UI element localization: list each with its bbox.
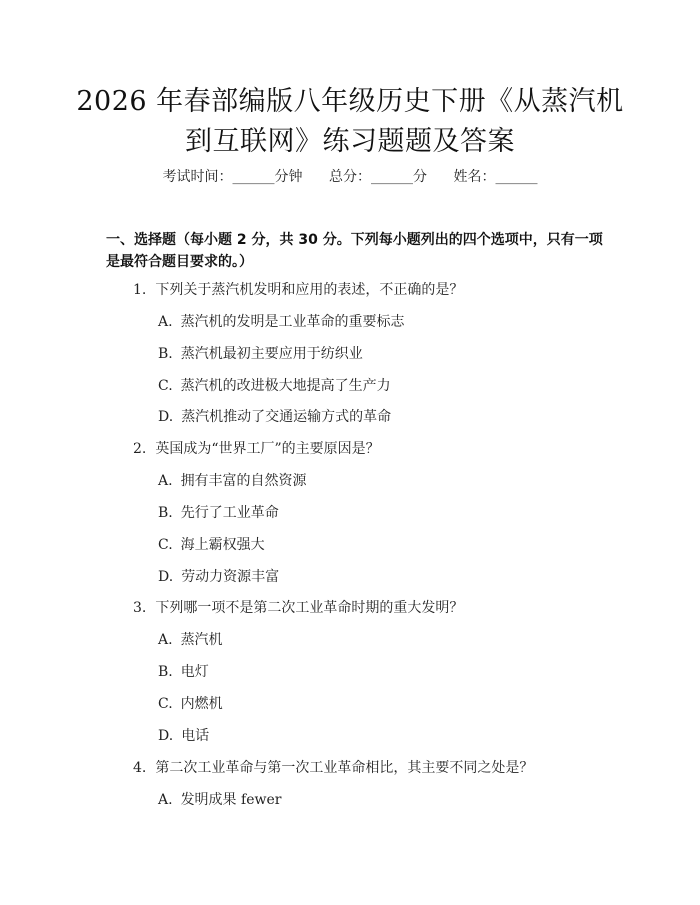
document-title-line-2: 到互联网》练习题题及答案 — [185, 126, 515, 157]
section-heading: 一、选择题（每小题 2 分，共 30 分。下列每小题列出的四个选项中，只有一项是最符合题目要求的。） — [106, 232, 603, 270]
question-text: 英国成为“世界工厂”的主要原因是？ — [155, 441, 380, 457]
option-text: 先行了工业革命 — [180, 505, 279, 521]
option-text: 劳动力资源丰富 — [181, 569, 280, 585]
option-2d — [158, 567, 279, 587]
option-text: 蒸汽机 — [180, 632, 223, 648]
option-letter: B. — [158, 664, 173, 680]
option-text: 内燃机 — [180, 696, 223, 712]
option-text: 拥有丰富的自然资源 — [180, 473, 307, 489]
option-2b — [158, 503, 279, 523]
option-3c — [158, 694, 223, 714]
question-1 — [133, 280, 463, 300]
option-text: 蒸汽机的发明是工业革命的重要标志 — [180, 314, 405, 330]
option-letter: A. — [158, 314, 173, 330]
question-text: 下列关于蒸汽机发明和应用的表述，不正确的是？ — [155, 282, 464, 298]
question-3 — [133, 598, 463, 618]
option-letter: A. — [158, 792, 173, 808]
option-letter: D. — [158, 569, 174, 585]
question-number: 3. — [133, 600, 147, 616]
option-1b — [158, 344, 363, 364]
option-2c — [158, 535, 265, 555]
document-title-line-1: 2026 年春部编版八年级历史下册《从蒸汽机 — [76, 86, 624, 117]
option-1c — [158, 376, 391, 396]
option-letter: C. — [158, 378, 173, 394]
student-name: 姓名：______ — [453, 169, 538, 185]
question-number: 2. — [133, 441, 147, 457]
question-number: 4. — [133, 760, 147, 776]
question-text: 第二次工业革命与第一次工业革命相比，其主要不同之处是？ — [155, 760, 534, 776]
option-letter: A. — [158, 473, 173, 489]
question-4 — [133, 758, 533, 778]
option-1a — [158, 312, 405, 332]
exam-score: 总分：______分 — [329, 169, 427, 185]
option-letter: C. — [158, 696, 173, 712]
option-2a — [158, 471, 307, 491]
option-text: 电话 — [181, 728, 210, 744]
question-number: 1. — [133, 282, 147, 298]
option-text: 蒸汽机的改进极大地提高了生产力 — [180, 378, 391, 394]
option-text: 蒸汽机推动了交通运输方式的革命 — [181, 409, 392, 425]
option-3d — [158, 726, 209, 746]
option-letter: C. — [158, 537, 173, 553]
option-letter: D. — [158, 409, 174, 425]
option-letter: B. — [158, 346, 173, 362]
option-text: 海上霸权强大 — [180, 537, 265, 553]
exam-meta — [0, 167, 700, 187]
question-2 — [133, 439, 380, 459]
option-text: 电灯 — [180, 664, 209, 680]
option-text: 发明成果 fewer — [180, 792, 282, 808]
exam-time: 考试时间：______分钟 — [162, 169, 303, 185]
option-4a — [158, 790, 281, 810]
option-text: 蒸汽机最初主要应用于纺织业 — [180, 346, 363, 362]
option-letter: B. — [158, 505, 173, 521]
question-text: 下列哪一项不是第二次工业革命时期的重大发明？ — [155, 600, 464, 616]
option-3a — [158, 630, 223, 650]
option-letter: A. — [158, 632, 173, 648]
option-letter: D. — [158, 728, 174, 744]
option-1d — [158, 407, 391, 427]
option-3b — [158, 662, 209, 682]
